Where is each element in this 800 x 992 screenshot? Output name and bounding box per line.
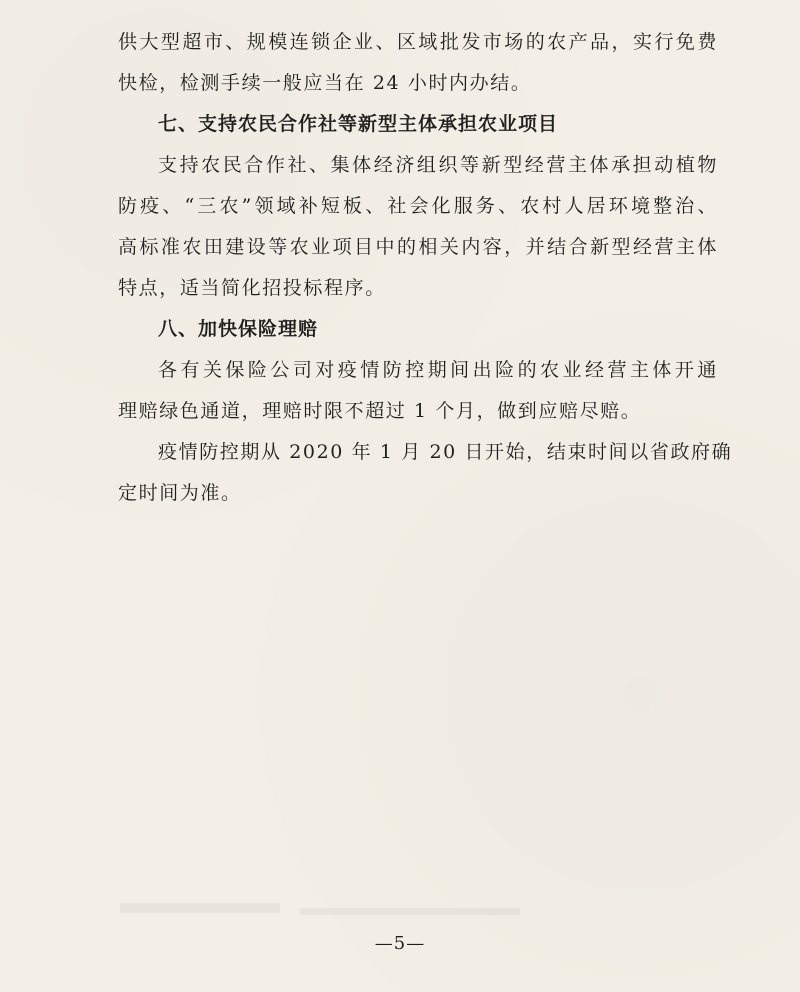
document-body: [118, 22, 733, 514]
paragraph-line: 支持农民合作社、集体经济组织等新型经营主体承担动植物: [158, 154, 718, 176]
paragraph-line: 快检，检测手续一般应当在 24 小时内办结。: [118, 72, 532, 94]
section-heading: 七、支持农民合作社等新型主体承担农业项目: [158, 113, 559, 135]
paragraph-line: 各有关保险公司对疫情防控期间出险的农业经营主体开通: [158, 359, 718, 381]
paragraph-line: 理赔绿色通道，理赔时限不超过 1 个月，做到应赔尽赔。: [118, 400, 642, 422]
scan-shadow: [120, 903, 280, 913]
paragraph-line: 防疫、“三农”领域补短板、社会化服务、农村人居环境整治、: [118, 195, 718, 217]
paragraph-line: 定时间为准。: [118, 482, 242, 504]
section-heading: 八、加快保险理赔: [158, 318, 319, 340]
page-number: —5—: [374, 933, 426, 954]
paragraph-line: 疫情防控期从 2020 年 1 月 20 日开始，结束时间以省政府确: [158, 441, 733, 463]
paragraph-line: 供大型超市、规模连锁企业、区域批发市场的农产品，实行免费: [118, 31, 718, 53]
paragraph-line: 特点，适当简化招投标程序。: [118, 277, 386, 299]
paragraph-line: 高标准农田建设等农业项目中的相关内容，并结合新型经营主体: [118, 236, 718, 258]
scan-shadow: [300, 908, 520, 915]
